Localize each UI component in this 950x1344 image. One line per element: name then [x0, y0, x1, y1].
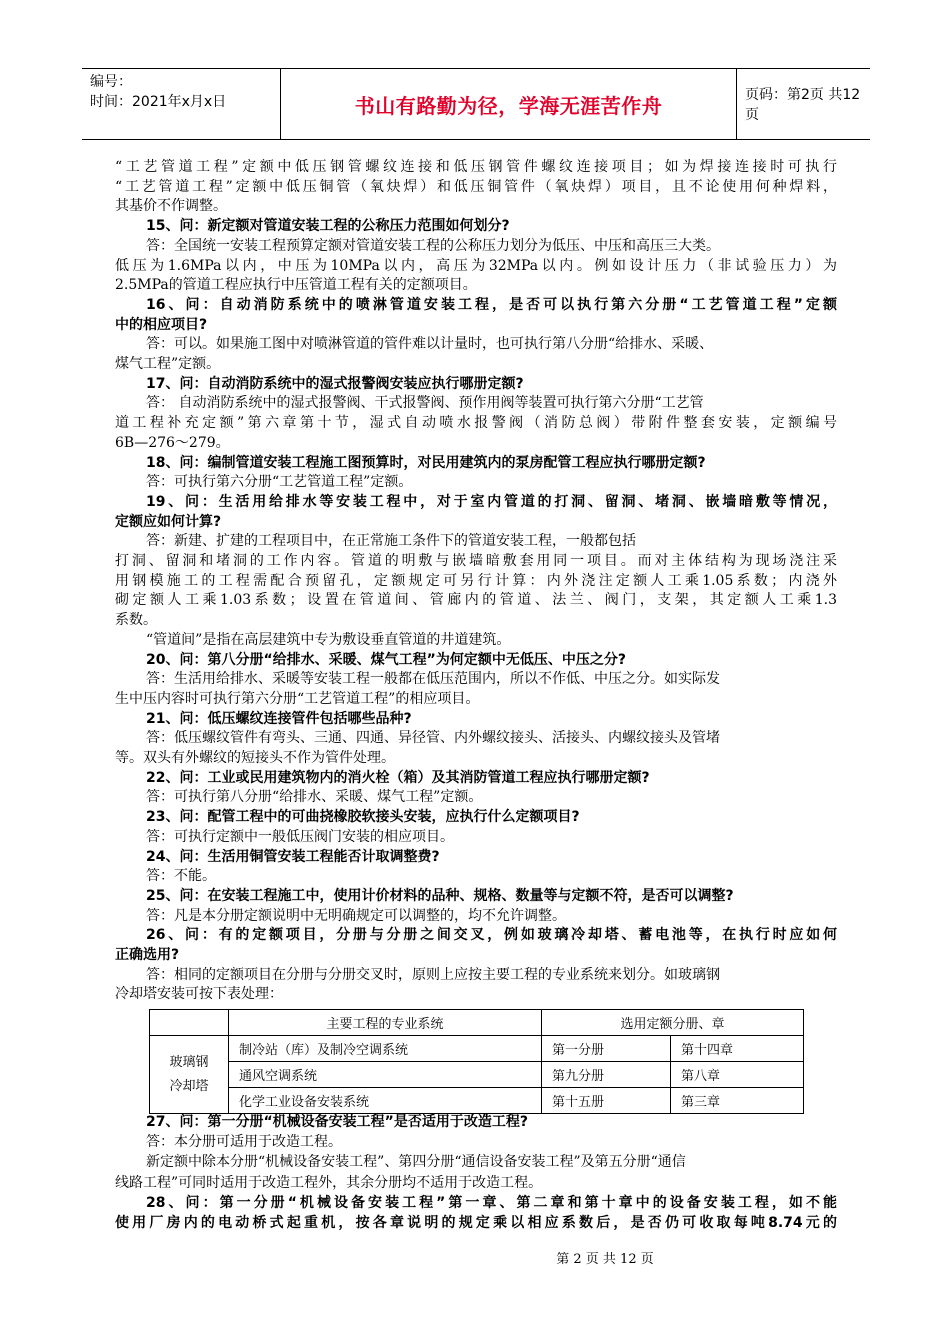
header-page-label: 页码：第2页 共12页	[745, 87, 861, 123]
question-line: 16、问：自动消防系统中的喷淋管道安装工程，是否可以执行第六分册“工艺管道工程”定额	[146, 296, 837, 313]
table-row	[150, 1036, 804, 1062]
table-header-row	[150, 1010, 804, 1036]
text-line: 答：低压螺纹管件有弯头、三通、四通、异径管、内外螺纹接头、活接头、内螺纹接头及管堵	[146, 730, 720, 747]
table-row	[150, 1062, 804, 1088]
table-cell-volume: 第九分册	[542, 1062, 671, 1088]
question-line: 18、问：编制管道安装工程施工图预算时，对民用建筑内的泵房配管工程应执行哪册定额?	[146, 454, 706, 471]
table-cell-system: 制冷站（库）及制冷空调系统	[229, 1036, 542, 1062]
text-line: 新定额中除本分册“机械设备安装工程”、第四分册“通信设备安装工程”及第五分册“通信	[146, 1154, 686, 1171]
date-label: 时间：2021年x月x日	[90, 94, 227, 110]
table-cell-chapter: 第三章	[671, 1088, 804, 1114]
text-line: 答：不能。	[146, 868, 216, 885]
cooling-tower-table	[149, 1009, 804, 1114]
question-line: 26、问：有的定额项目，分册与分册之间交叉，例如玻璃冷却塔、蓄电池等，在执行时应如何	[146, 927, 837, 944]
text-line: 其基价不作调整。	[115, 198, 227, 215]
text-line: “工艺管道工程”定额中低压钢管螺纹连接和低压钢管件螺纹连接项目；如为焊接连接时可执行	[115, 159, 837, 175]
text-line: 低压为1.6MPa以内，中压为10MPa以内，高压为32MPa以内。例如设计压力（非试验压力）为	[115, 257, 837, 274]
row-group-text: 玻璃钢冷却塔	[169, 1054, 209, 1094]
question-line: 23、问：配管工程中的可曲挠橡胶软接头安装，应执行什么定额项目?	[146, 809, 580, 826]
page-footer	[130, 1248, 950, 1267]
text-line: “工艺管道工程”定额中低压铜管（氧炔焊）和低压铜管件（氧炔焊）项目，且不论使用何种焊料，	[115, 178, 837, 195]
text-line: 打洞、留洞和堵洞的工作内容。管道的明敷与嵌墙暗敷套用同一项目。而对主体结构为现场浇注采	[115, 553, 837, 569]
question-line: 24、问：生活用铜管安装工程能否计取调整费?	[146, 848, 440, 865]
table-row-group-label	[150, 1036, 229, 1114]
doc-number-label: 编号：	[90, 74, 132, 90]
text-line: 线路工程”可同时适用于改造工程外，其余分册均不适用于改造工程。	[115, 1174, 543, 1191]
text-line: 煤气工程”定额。	[115, 356, 221, 372]
table-row	[150, 1088, 804, 1114]
text-line: 答：可以。如果施工图中对喷淋管道的管件难以计量时，也可执行第八分册“给排水、采暖、	[146, 336, 714, 353]
text-line: 等。双头有外螺纹的短接头不作为管件处理。	[115, 750, 395, 766]
question-line: 19、问：生活用给排水等安装工程中，对于室内管道的打洞、留洞、堵洞、嵌墙暗敷等情况，	[146, 493, 837, 510]
text-line: 2.5MPa的管道工程应执行中压管道工程有关的定额项目。	[115, 277, 477, 294]
table-header-quota: 选用定额分册、章	[542, 1010, 804, 1036]
question-line: 中的相应项目?	[115, 316, 208, 333]
question-line: 15、问：新定额对管道安装工程的公称压力范围如何划分?	[146, 218, 510, 235]
question-line: 21、问：低压螺纹连接管件包括哪些品种?	[146, 710, 412, 727]
question-line: 使用厂房内的电动桥式起重机，按各章说明的规定乘以相应系数后，是否仍可收取每吨8.74元的	[115, 1215, 837, 1231]
question-line: 25、问：在安装工程施工中，使用计价材料的品种、规格、数量等与定额不符，是否可以调整?	[146, 887, 734, 904]
text-line: 答：全国统一安装工程预算定额对管道安装工程的公称压力划分为低压、中压和高压三大类。	[146, 237, 720, 254]
header-motto: 书山有路勤为径，学海无涯苦作舟	[354, 93, 663, 118]
table-cell-system: 通风空调系统	[229, 1062, 542, 1088]
text-line: 答：可执行定额中一般低压阀门安装的相应项目。	[146, 828, 454, 845]
text-line: 系数。	[115, 612, 157, 629]
text-line: 答：生活用给排水、采暖等安装工程一般都在低压范围内，所以不作低、中压之分。如实际发	[146, 671, 720, 688]
text-line: 答：凡是本分册定额说明中无明确规定可以调整的，均不允许调整。	[146, 907, 566, 924]
table-cell-chapter: 第十四章	[671, 1036, 804, 1062]
text-line: 道工程补充定额”第六章第十节，湿式自动喷水报警阀（消防总阀）带附件整套安装，定额编号	[115, 415, 837, 432]
question-line: 28、问：第一分册“机械设备安装工程”第一章、第二章和第十章中的设备安装工程，如不能	[146, 1194, 837, 1211]
text-line: 砌定额人工乘1.03系数；设置在管道间、管廊内的管道、法兰、阀门，支架，其定额人工乘1.3	[115, 592, 837, 609]
text-line: 用钢模施工的工程需配合预留孔，定额规定可另行计算：内外浇注定额人工乘1.05系数；内浇外	[115, 572, 837, 589]
question-line: 17、问：自动消防系统中的湿式报警阀安装应执行哪册定额?	[146, 375, 524, 392]
question-line: 定额应如何计算?	[115, 513, 222, 530]
question-line: 20、问：第八分册“给排水、采暖、煤气工程”为何定额中无低压、中压之分?	[146, 651, 627, 668]
text-line: 答：可执行第八分册“给排水、采暖、煤气工程”定额。	[146, 789, 483, 806]
text-line: 生中压内容时可执行第六分册“工艺管道工程”的相应项目。	[115, 690, 480, 707]
text-line: 冷却塔安装可按下表处理：	[115, 986, 283, 1003]
question-line: 正确选用?	[115, 947, 180, 963]
text-line: 答：相同的定额项目在分册与分册交叉时，原则上应按主要工程的专业系统来划分。如玻璃钢	[146, 966, 720, 983]
text-line: 答：本分册可适用于改造工程。	[146, 1134, 342, 1151]
text-line: “管道间”是指在高层建筑中专为敷设垂直管道的井道建筑。	[146, 631, 511, 648]
table-corner-cell	[150, 1010, 229, 1036]
question-line: 27、问：第一分册“机械设备安装工程”是否适用于改造工程?	[146, 1114, 529, 1130]
table-cell-volume: 第一分册	[542, 1036, 671, 1062]
text-line: 答：新建、扩建的工程项目中，在正常施工条件下的管道安装工程，一般都包括	[146, 533, 636, 550]
text-line: 答：可执行第六分册“工艺管道工程”定额。	[146, 474, 413, 491]
table-cell-chapter: 第八章	[671, 1062, 804, 1088]
question-line: 22、问：工业或民用建筑物内的消火栓（箱）及其消防管道工程应执行哪册定额?	[146, 769, 650, 786]
footer-page-number: 第 2 页 共 12 页	[556, 1252, 654, 1267]
text-line: 6B—276～279。	[115, 434, 230, 451]
text-line: 答： 自动消防系统中的湿式报警阀、干式报警阀、预作用阀等装置可执行第六分册“工艺管	[146, 395, 704, 412]
table-cell-volume: 第十五册	[542, 1088, 671, 1114]
table-header-system: 主要工程的专业系统	[229, 1010, 542, 1036]
table-cell-system: 化学工业设备安装系统	[229, 1088, 542, 1114]
